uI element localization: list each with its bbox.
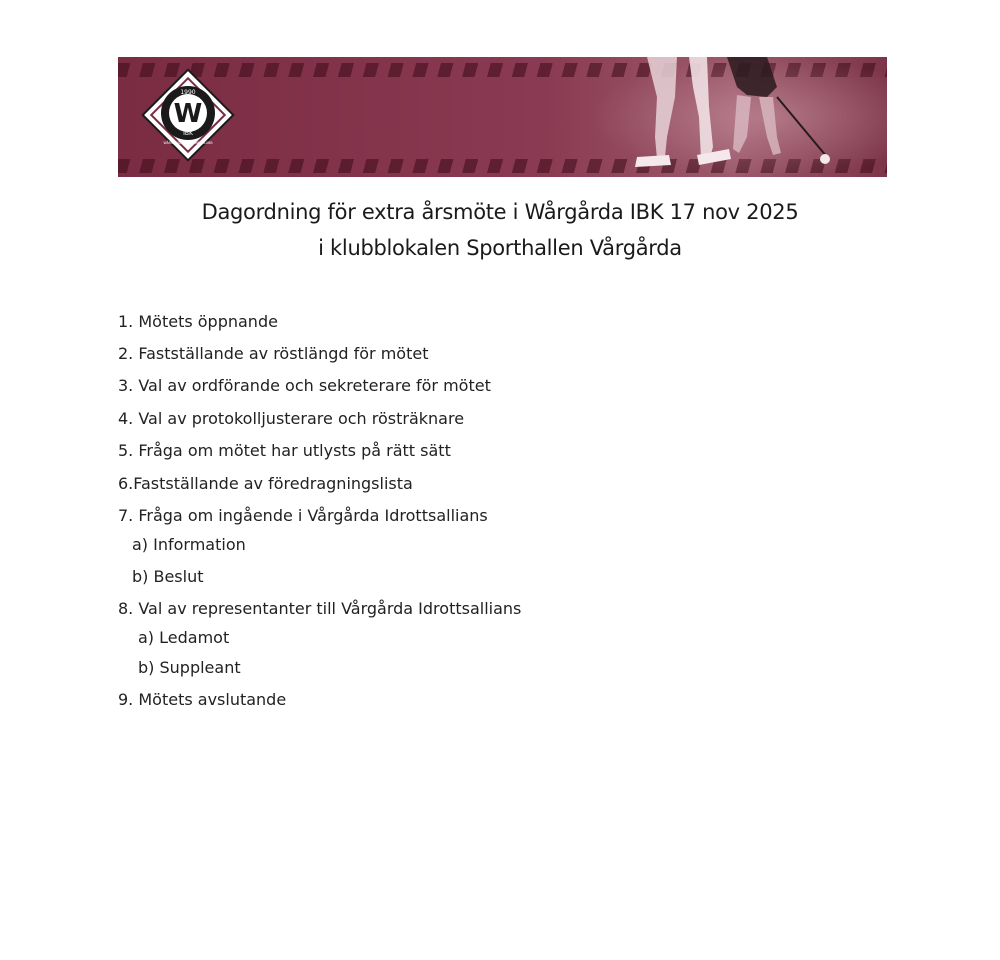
logo-club-name: IBK <box>183 130 193 137</box>
agenda-item: 3. Val av ordförande och sekreterare för mötet <box>118 376 491 395</box>
agenda-subitem: a) Information <box>132 535 246 554</box>
agenda-item: 8. Val av representanter till Vårgårda Idrottsallians <box>118 599 522 618</box>
logo-ring-text: WÅRGÅRDA INNEBANDYKLUBB <box>163 141 213 145</box>
players-photo <box>627 57 887 177</box>
agenda-item: 1. Mötets öppnande <box>118 312 278 331</box>
header-banner <box>118 57 887 177</box>
agenda-subitem: b) Suppleant <box>138 658 241 677</box>
agenda-subitem: b) Beslut <box>132 567 204 586</box>
agenda-item: 4. Val av protokolljusterare och rösträknare <box>118 409 465 428</box>
page-title: Dagordning för extra årsmöte i Wårgårda IBK 17 nov 2025 <box>201 200 799 224</box>
agenda-item: 2. Fastställande av röstlängd för mötet <box>118 344 429 363</box>
agenda-item: 6.Fastställande av föredragningslista <box>118 474 413 493</box>
logo-year: 1990 <box>180 89 196 96</box>
agenda-item: 5. Fråga om mötet har utlysts på rätt sätt <box>118 441 451 460</box>
agenda-item: 9. Mötets avslutande <box>118 690 287 709</box>
agenda-subitem: a) Ledamot <box>138 628 230 647</box>
agenda-item: 7. Fråga om ingående i Vårgårda Idrottsallians <box>118 506 488 525</box>
club-logo <box>140 67 236 163</box>
page-subtitle: i klubblokalen Sporthallen Vårgårda <box>318 236 682 260</box>
logo-letter: W <box>173 99 203 129</box>
